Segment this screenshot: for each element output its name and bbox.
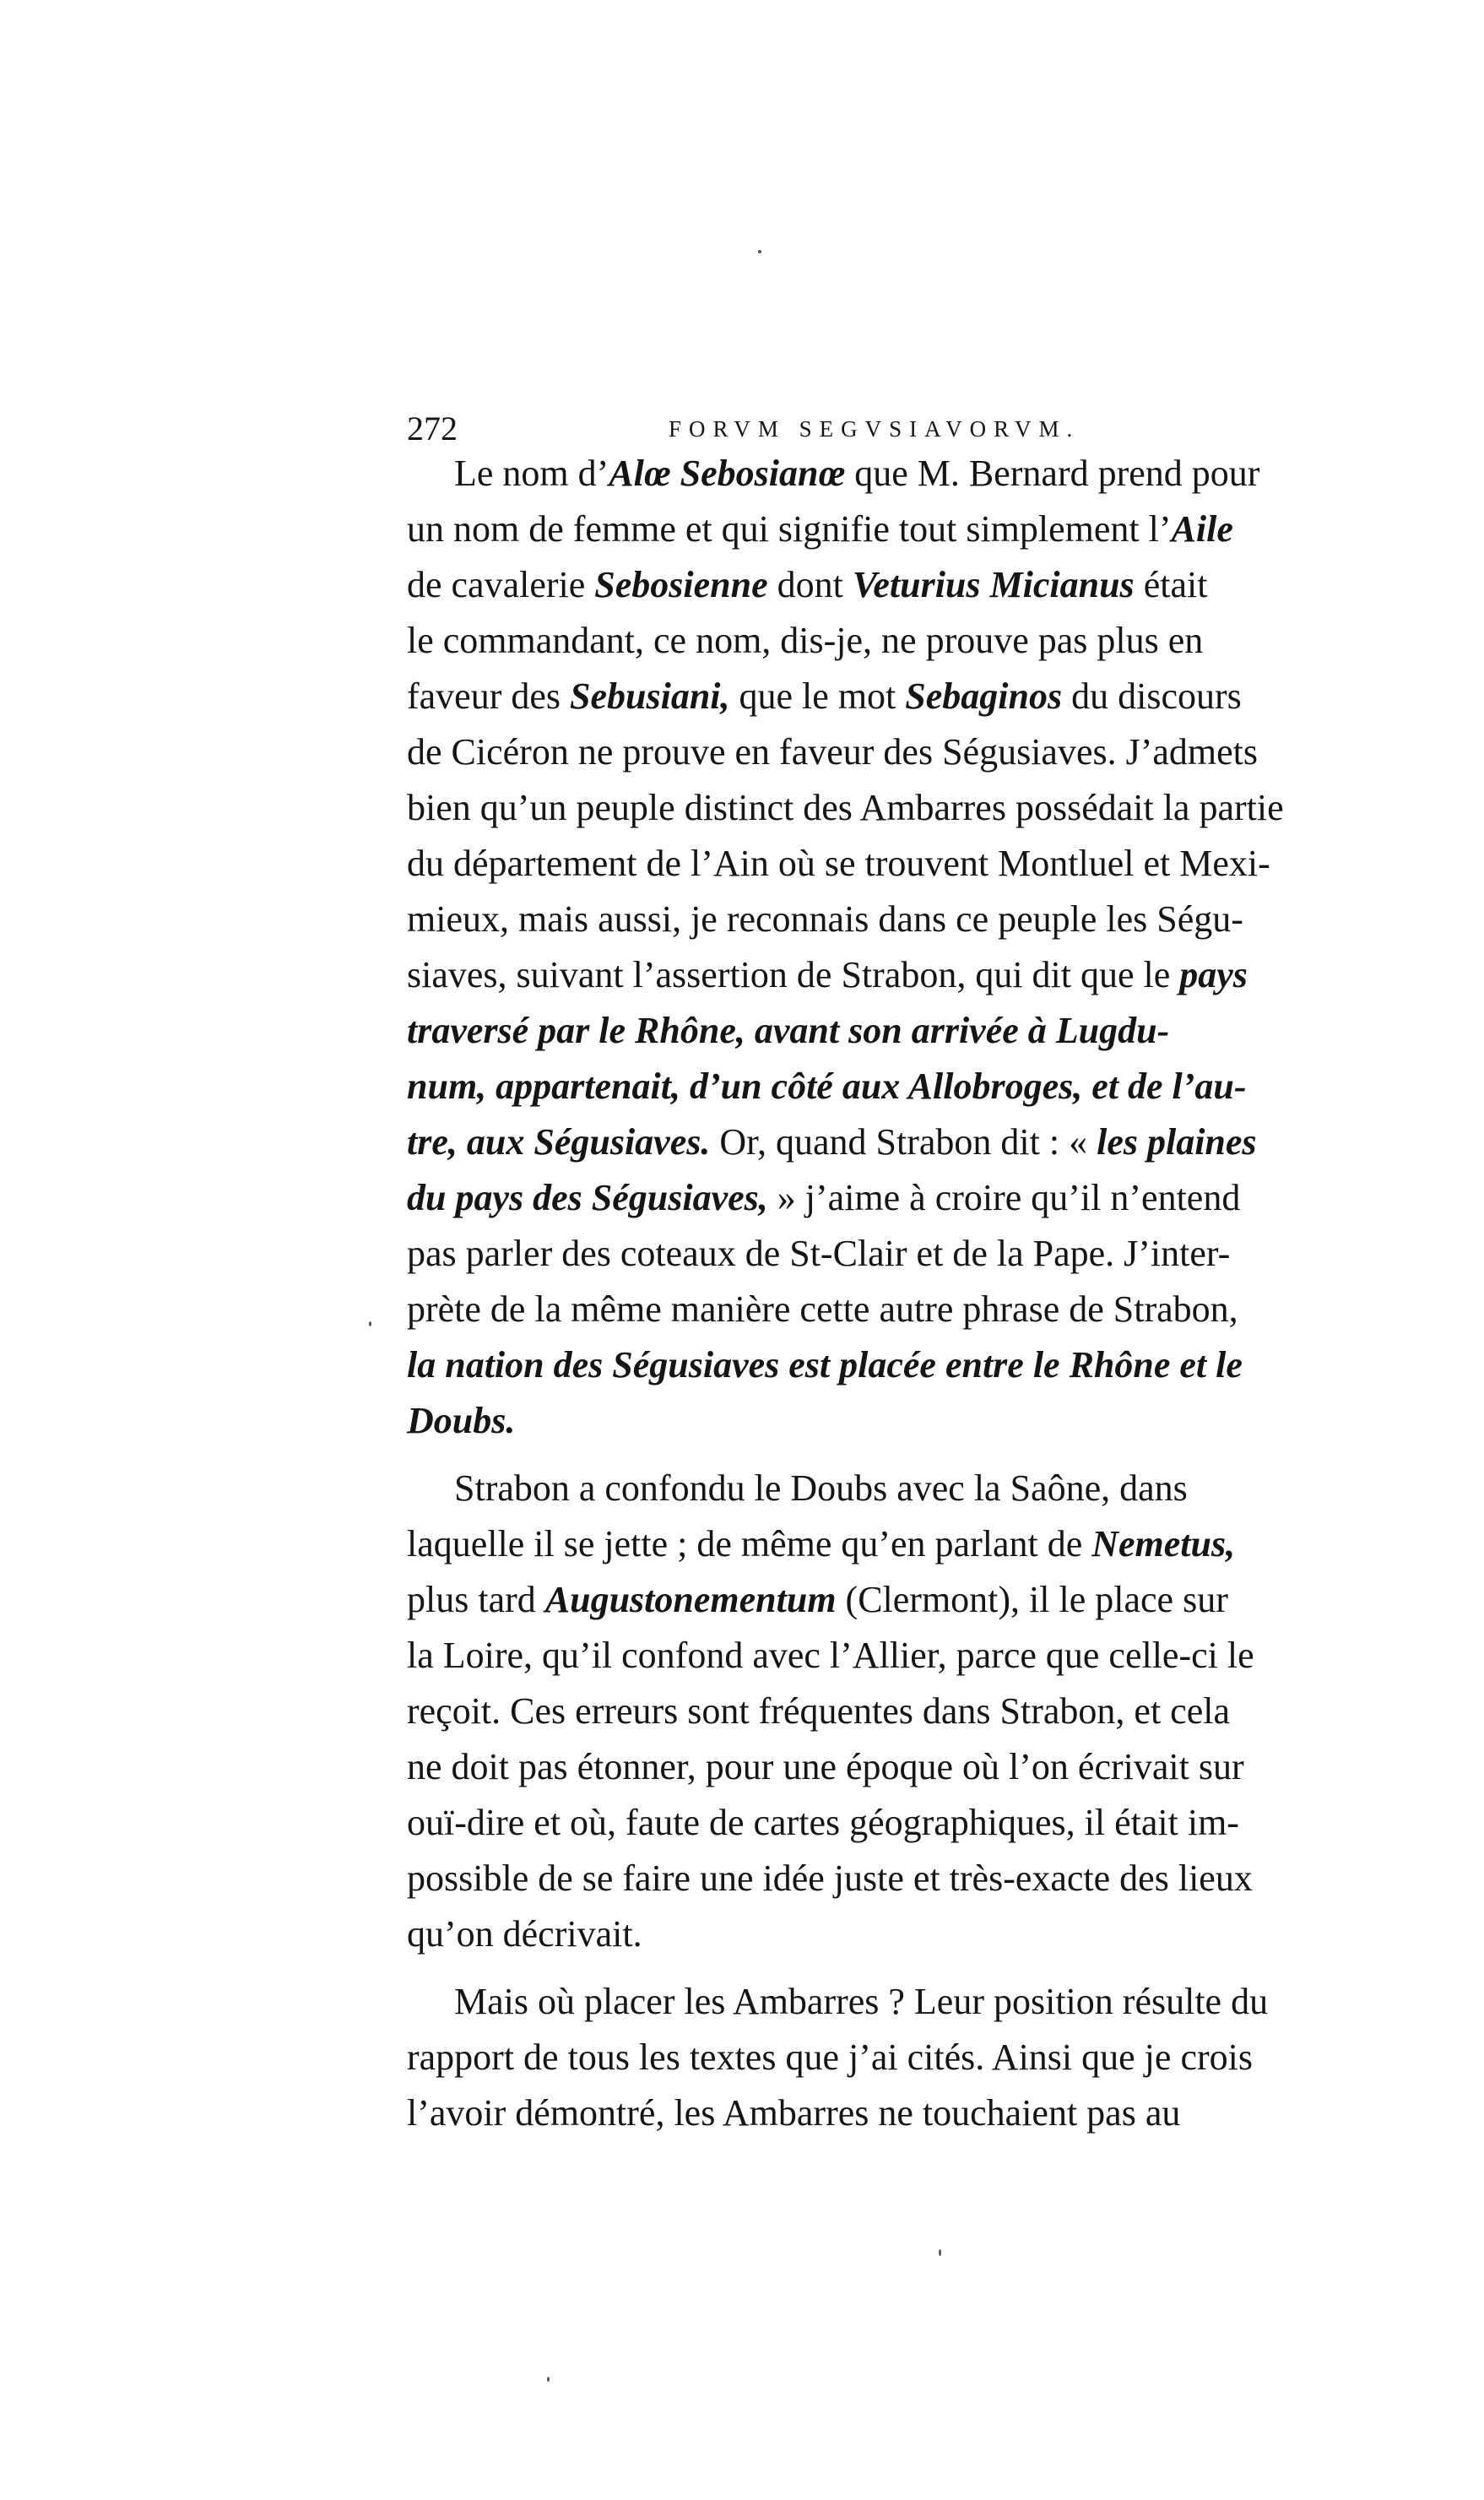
emphasis-run: Augustonementum [544, 1579, 837, 1620]
text-run: Le nom d’ [454, 453, 609, 494]
text-line [407, 502, 1305, 557]
text-line [407, 1795, 1305, 1851]
text-line [407, 780, 1305, 836]
text-run: Strabon a confondu le Doubs avec la Saône, dans [454, 1467, 1188, 1509]
scan-speck [369, 1321, 371, 1326]
text-line [407, 1572, 1305, 1628]
emphasis-run: Doubs. [407, 1400, 516, 1441]
text-run: plus tard [407, 1579, 545, 1620]
text-run: Mais où placer les Ambarres ? Leur position résulte du [454, 1981, 1269, 2022]
text-line [407, 1059, 1305, 1114]
text-run: dont [767, 564, 853, 605]
text-line [407, 669, 1305, 724]
text-run: mieux, mais aussi, je reconnais dans ce peuple les Ségu- [407, 898, 1243, 940]
emphasis [1091, 1523, 1235, 1565]
emphasis [853, 564, 1135, 605]
emphasis [1179, 954, 1248, 995]
emphasis-run: num, appartenait, d’un côté aux Allobroges, et de l’au- [407, 1066, 1247, 1107]
emphasis-run: tre, aux Ségusiaves. [407, 1121, 711, 1163]
text-line [407, 947, 1305, 1003]
scan-speck [547, 2377, 550, 2382]
text-run: qu’on décrivait. [407, 1913, 642, 1955]
emphasis-run: Sebaginos [905, 675, 1063, 717]
text-line [407, 1337, 1305, 1393]
text-run: prète de la même manière cette autre phrase de Strabon, [407, 1288, 1238, 1330]
text-run: le commandant, ce nom, dis-je, ne prouve pas plus en [407, 620, 1204, 661]
text-line [407, 2085, 1305, 2141]
text-run: du département de l’Ain où se trouvent Montluel et Mexi- [407, 843, 1270, 884]
text-line [407, 613, 1305, 669]
text-line [407, 1393, 1305, 1449]
text-line [407, 1003, 1305, 1059]
emphasis [407, 1177, 768, 1218]
emphasis-run: la nation des Ségusiaves est placée entre le Rhône et le [407, 1344, 1243, 1386]
emphasis [407, 1010, 1169, 1051]
text-run: était [1134, 564, 1208, 605]
emphasis-run: Sebusiani, [570, 675, 730, 717]
text-line [407, 1114, 1305, 1170]
text-line [407, 1684, 1305, 1739]
text-line [407, 1974, 1305, 2030]
text-run: » j’aime à croire qu’il n’entend [767, 1177, 1241, 1218]
emphasis [407, 1121, 710, 1163]
emphasis [905, 675, 1062, 717]
paragraph [407, 1461, 1305, 1962]
text-run: ne doit pas étonner, pour une époque où l’on écrivait sur [407, 1746, 1244, 1787]
text-line [407, 1516, 1305, 1572]
text-run: laquelle il se jette ; de même qu’en parlant de [407, 1523, 1092, 1565]
page-number: 272 [407, 409, 458, 447]
emphasis [407, 1400, 515, 1441]
text-run: pas parler des coteaux de St-Clair et de la Pape. J’inter- [407, 1233, 1231, 1274]
text-line [407, 724, 1305, 780]
text-run: reçoit. Ces erreurs sont fréquentes dans Strabon, et cela [407, 1690, 1230, 1732]
text-run: de cavalerie [407, 564, 595, 605]
emphasis [609, 453, 845, 494]
text-run: que M. Bernard prend pour [845, 453, 1260, 494]
text-line [407, 1461, 1305, 1516]
body-text [407, 446, 1305, 2153]
emphasis-run: Sebosienne [594, 564, 768, 605]
emphasis-run: Nemetus, [1091, 1523, 1236, 1565]
text-run: l’avoir démontré, les Ambarres ne touchaient pas au [407, 2092, 1181, 2134]
emphasis [407, 1344, 1243, 1386]
emphasis-run: les plaines [1097, 1121, 1257, 1163]
scan-speck [758, 250, 761, 253]
text-line [407, 1170, 1305, 1226]
text-run: possible de se faire une idée juste et très-exacte des lieux [407, 1857, 1253, 1899]
emphasis [570, 675, 730, 717]
text-run: bien qu’un peuple distinct des Ambarres possédait la partie [407, 787, 1284, 828]
paragraph [407, 446, 1305, 1449]
text-line [407, 557, 1305, 613]
emphasis [545, 1579, 837, 1620]
text-line [407, 1226, 1305, 1282]
paragraph [407, 1974, 1305, 2141]
emphasis [594, 564, 767, 605]
text-run: du discours [1062, 675, 1242, 717]
emphasis [1172, 508, 1233, 550]
text-run: ouï-dire et où, faute de cartes géographiques, il était im- [407, 1802, 1239, 1843]
emphasis-run: pays [1179, 954, 1248, 995]
text-run: faveur des [407, 675, 571, 717]
text-run: que le mot [729, 675, 906, 717]
text-run: la Loire, qu’il confond avec l’Allier, parce que celle-ci le [407, 1635, 1254, 1676]
text-line [407, 1282, 1305, 1337]
text-line [407, 1851, 1305, 1906]
text-line [407, 2030, 1305, 2085]
running-head: FORVM SEGVSIAVORVM. [669, 416, 1081, 442]
emphasis-run: traversé par le Rhône, avant son arrivée à Lugdu- [407, 1010, 1170, 1051]
text-line [407, 446, 1305, 502]
emphasis [407, 1066, 1247, 1107]
text-run: rapport de tous les textes que j’ai cités. Ainsi que je crois [407, 2036, 1253, 2078]
emphasis [1097, 1121, 1256, 1163]
text-line [407, 892, 1305, 947]
scan-speck [939, 2249, 941, 2256]
emphasis-run: du pays des Ségusiaves, [407, 1177, 768, 1218]
emphasis-run: Aile [1171, 508, 1233, 550]
text-line [407, 1906, 1305, 1962]
text-run: de Cicéron ne prouve en faveur des Ségusiaves. J’admets [407, 731, 1259, 773]
text-line [407, 836, 1305, 892]
text-run: siaves, suivant l’assertion de Strabon, qui dit que le [407, 954, 1180, 995]
emphasis-run: Alœ Sebosianœ [609, 453, 846, 494]
text-run: un nom de femme et qui signifie tout simplement l’ [407, 508, 1172, 550]
emphasis-run: Veturius Micianus [852, 564, 1135, 605]
text-line [407, 1628, 1305, 1684]
text-run: Or, quand Strabon dit : « [710, 1121, 1097, 1163]
text-run: (Clermont), il le place sur [836, 1579, 1228, 1620]
text-line [407, 1739, 1305, 1795]
